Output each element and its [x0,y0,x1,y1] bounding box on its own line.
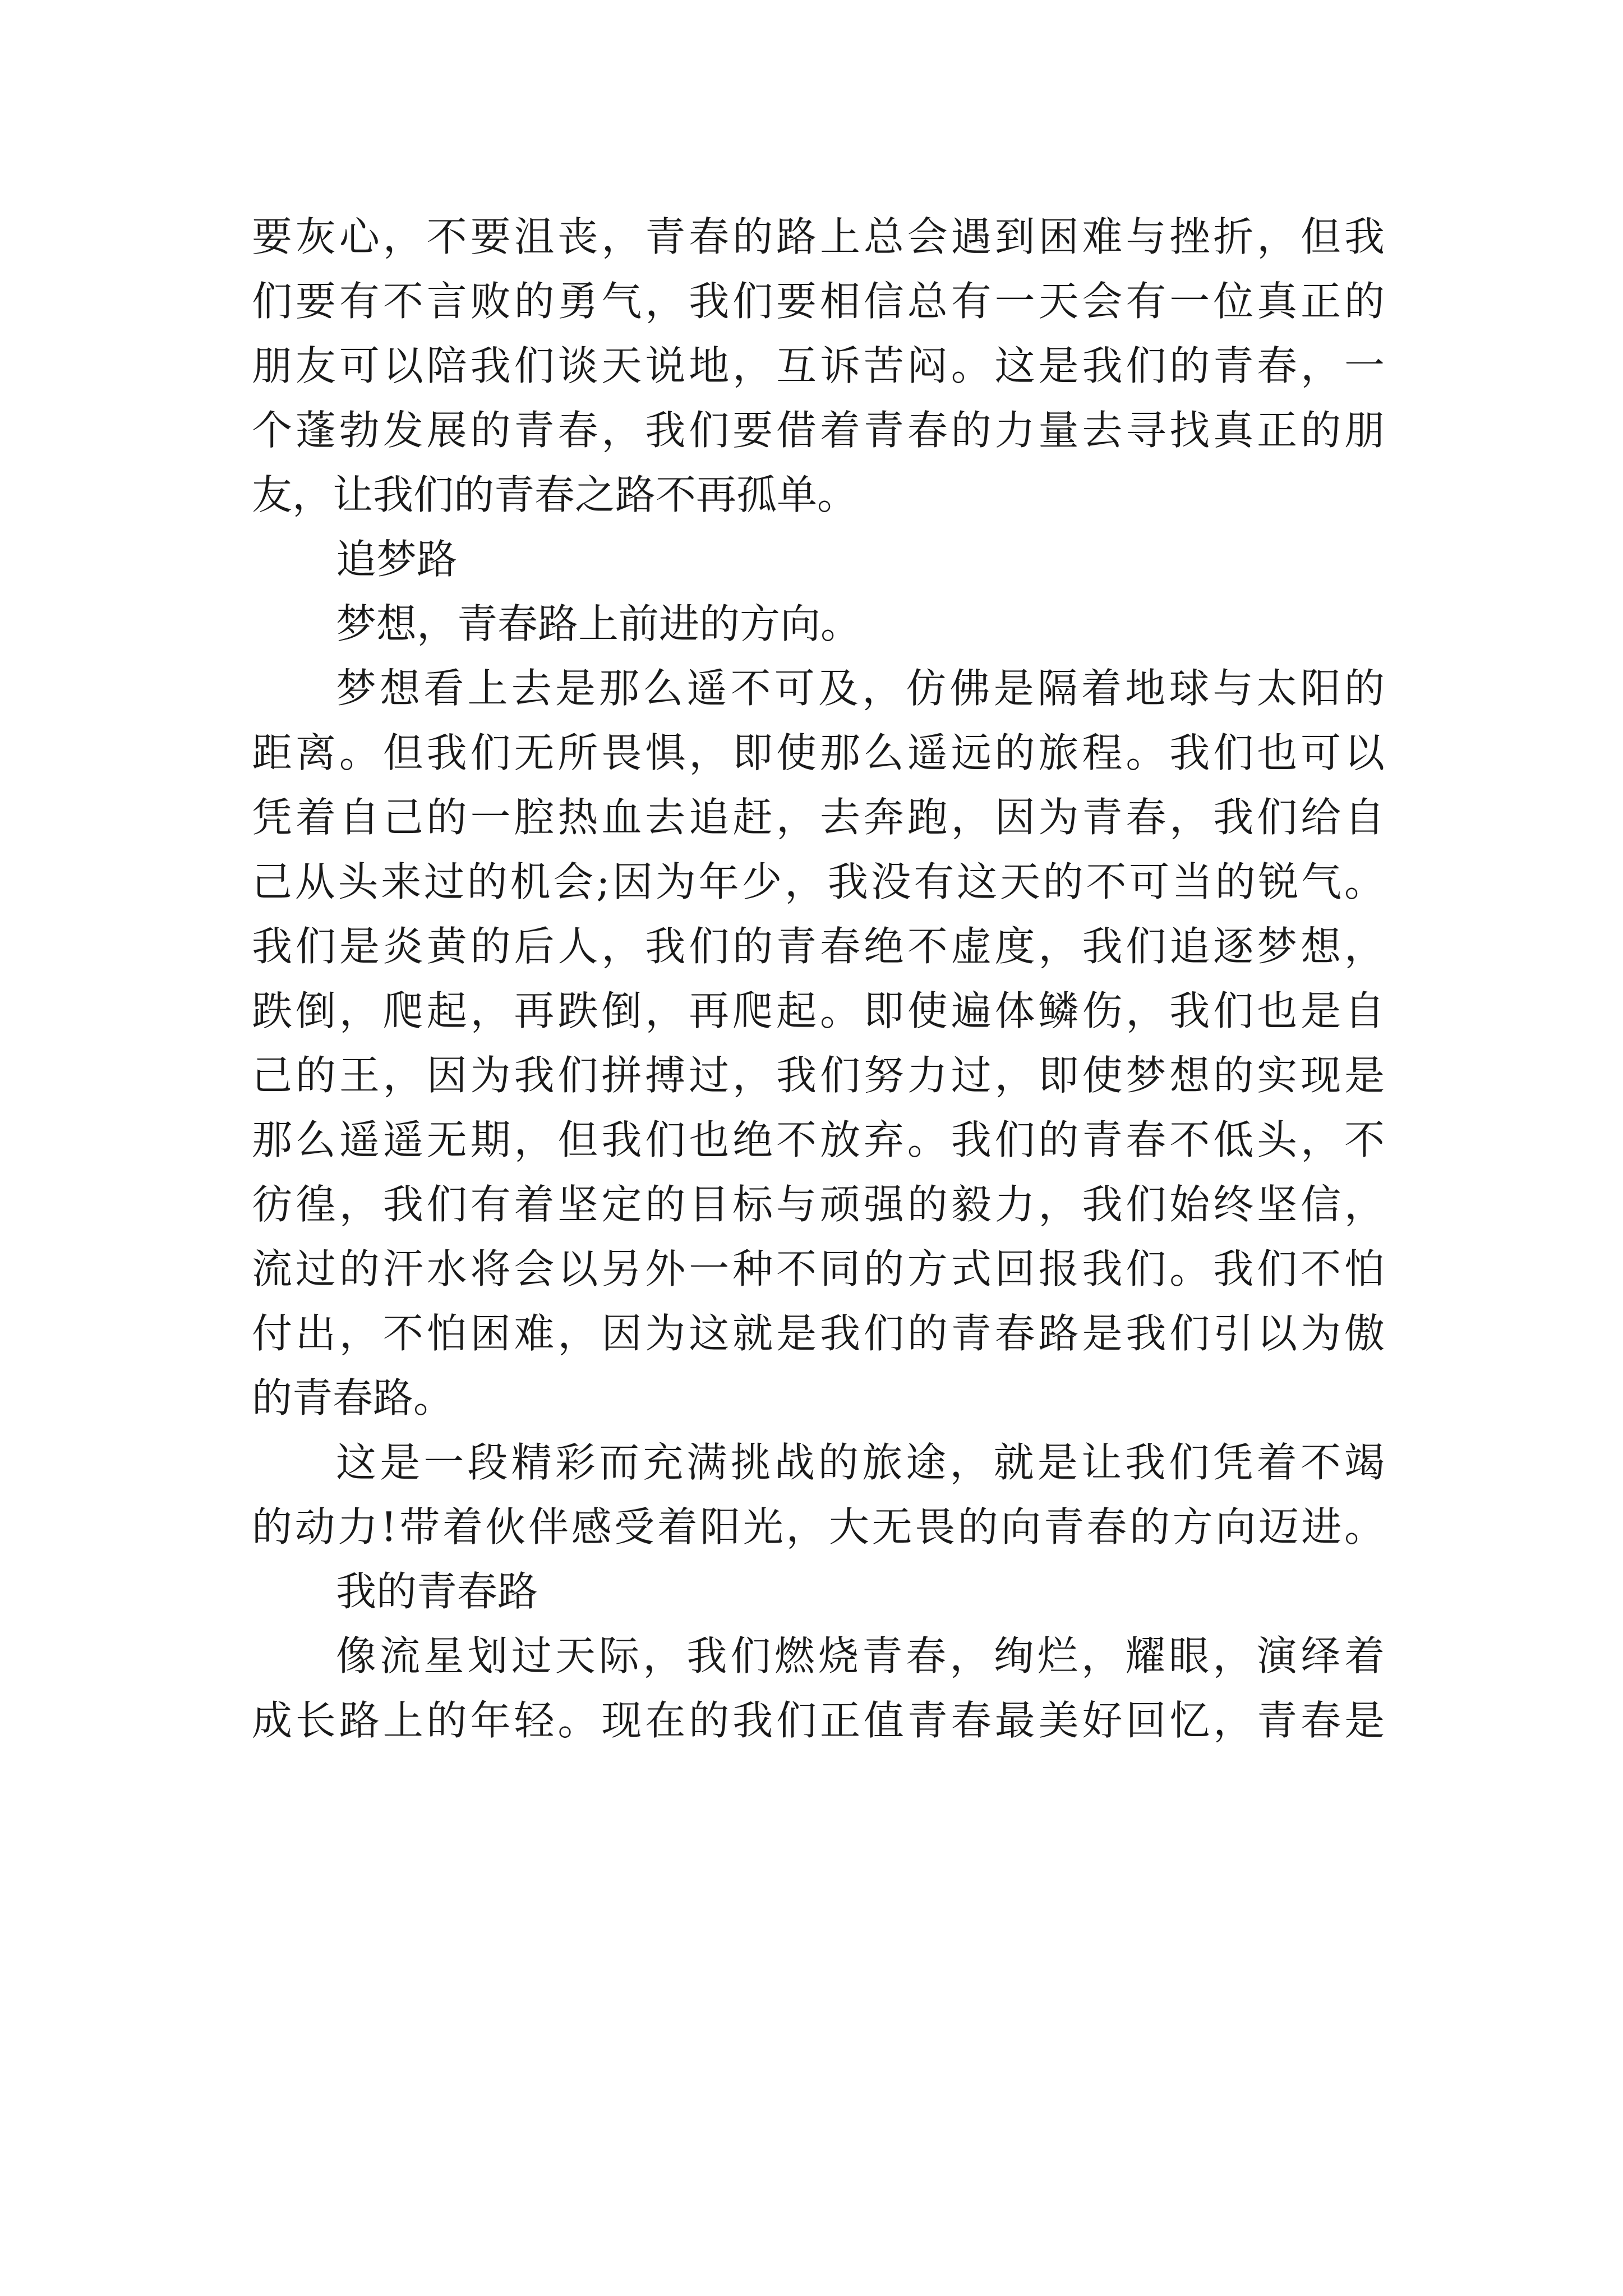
text-line: 梦想，青春路上前进的方向。 [336,600,861,647]
text-line: 这是一段精彩而充满挑战的旅途，就是让我们凭着不竭 [336,1439,1385,1486]
text-line: 己的王，因为我们拼搏过，我们努力过，即使梦想的实现是 [252,1052,1385,1099]
text-line: 己从头来过的机会;因为年少，我没有这天的不可当的锐气。 [252,858,1385,905]
text-line: 像流星划过天际，我们燃烧青春，绚烂，耀眼，演绎着 [336,1632,1385,1680]
text-line: 们要有不言败的勇气，我们要相信总有一天会有一位真正的 [252,278,1385,325]
text-line: 付出，不怕困难，因为这就是我们的青春路是我们引以为傲 [252,1310,1385,1357]
text-line: 我们是炎黄的后人，我们的青春绝不虚度，我们追逐梦想， [252,923,1385,970]
text-line: 凭着自己的一腔热血去追赶，去奔跑，因为青春，我们给自 [252,794,1385,841]
text-line: 彷徨，我们有着坚定的目标与顽强的毅力，我们始终坚信， [252,1181,1385,1228]
text-line: 的动力!带着伙伴感受着阳光，大无畏的向青春的方向迈进。 [252,1503,1385,1550]
section-heading: 追梦路 [336,536,458,583]
text-line: 个蓬勃发展的青春，我们要借着青春的力量去寻找真正的朋 [252,407,1385,454]
body-text [252,205,1385,1753]
text-line: 梦想看上去是那么遥不可及，仿佛是隔着地球与太阳的 [336,665,1385,712]
text-line: 流过的汗水将会以另外一种不同的方式回报我们。我们不怕 [252,1245,1385,1292]
text-line: 距离。但我们无所畏惧，即使那么遥远的旅程。我们也可以 [252,729,1385,776]
text-line: 那么遥遥无期，但我们也绝不放弃。我们的青春不低头，不 [252,1116,1385,1163]
text-line: 跌倒，爬起，再跌倒，再爬起。即使遍体鳞伤，我们也是自 [252,987,1385,1034]
section-heading: 我的青春路 [336,1568,538,1615]
text-line: 要灰心，不要沮丧，青春的路上总会遇到困难与挫折，但我 [252,213,1385,260]
text-line: 朋友可以陪我们谈天说地，互诉苦闷。这是我们的青春，一 [252,342,1385,389]
text-line: 的青春路。 [252,1374,454,1421]
text-line: 成长路上的年轻。现在的我们正值青春最美好回忆，青春是 [252,1697,1385,1744]
text-line: 友，让我们的青春之路不再孤单。 [252,471,858,518]
